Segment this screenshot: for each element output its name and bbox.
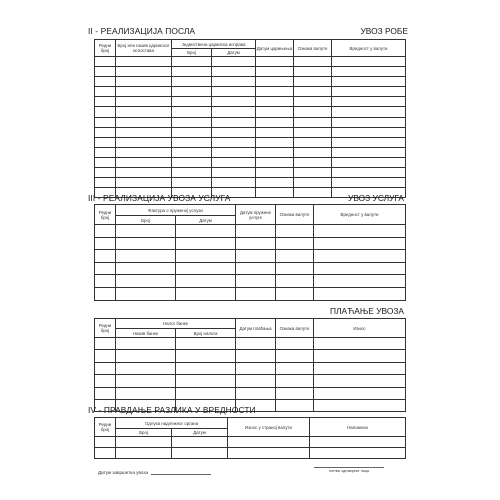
col-invoice: Фактура о пруженој услузи xyxy=(116,205,236,216)
col-row-number: Редни број xyxy=(95,40,116,57)
section-3-title: III - РЕАЛИЗАЦИЈА УВОЗА УСЛУГА xyxy=(88,193,231,203)
col-customs-office: Број или назив царинског испостава xyxy=(116,40,172,57)
table-row xyxy=(95,437,406,448)
col-currency: Ознака валуте xyxy=(276,205,314,225)
table-row xyxy=(95,147,406,157)
table-row xyxy=(95,448,406,459)
payments-table xyxy=(94,318,406,412)
section-4-title: IV - ПРАВДАЊЕ РАЗЛИКА У ВРЕДНОСТИ xyxy=(88,405,256,415)
table-row xyxy=(95,57,406,67)
table-row xyxy=(95,250,406,263)
col-customs-document: Јединствена царинска исправа xyxy=(172,40,256,49)
table-row xyxy=(95,275,406,288)
col-currency: Ознака валуте xyxy=(276,319,314,338)
table-row xyxy=(95,67,406,77)
signature-line[interactable] xyxy=(314,463,384,468)
section-2-title: II - РЕАЛИЗАЦИЈА ПОСЛА xyxy=(88,26,196,36)
table-row xyxy=(95,117,406,127)
col-amount: Износ xyxy=(314,319,406,338)
import-record-form xyxy=(88,22,406,492)
signature-field xyxy=(314,463,384,473)
col-order-number: Број налога xyxy=(176,329,236,338)
table-row xyxy=(95,107,406,117)
services-import-table xyxy=(94,204,406,301)
col-invoice-date: Датум xyxy=(176,216,236,225)
col-payment-date: Датум плаћања xyxy=(236,319,276,338)
table-row xyxy=(95,168,406,178)
col-currency: Ознака валуте xyxy=(294,40,332,57)
table-row xyxy=(95,287,406,300)
table-row xyxy=(95,362,406,374)
section-2-right-title: УВОЗ РОБЕ xyxy=(360,26,408,36)
table-row xyxy=(95,375,406,387)
table-row xyxy=(95,237,406,250)
table-row xyxy=(95,157,406,167)
completion-date-label: Датум завршетка увоза xyxy=(98,470,149,475)
col-decision-number: Број xyxy=(116,429,172,437)
value-difference-table xyxy=(94,417,406,459)
col-clearance-date: Датум царињења xyxy=(256,40,294,57)
completion-date-line[interactable] xyxy=(151,474,211,475)
table-row xyxy=(95,127,406,137)
col-decision-date: Датум xyxy=(172,429,228,437)
col-value: Вредност у валути xyxy=(332,40,406,57)
completion-date-field xyxy=(98,470,211,475)
payments-title: ПЛАЋАЊЕ УВОЗА xyxy=(329,306,404,316)
col-row-number: Редни број xyxy=(95,418,116,437)
col-bank-name: Назив банке xyxy=(116,329,176,338)
goods-import-table xyxy=(94,39,406,198)
col-document-date: Датум xyxy=(212,49,256,57)
table-row xyxy=(95,87,406,97)
table-row xyxy=(95,338,406,350)
col-bank-order: Налог банке xyxy=(116,319,236,329)
table-row xyxy=(95,387,406,399)
table-row xyxy=(95,137,406,147)
col-row-number: Редни број xyxy=(95,205,116,225)
col-foreign-amount: Износ у страној валути xyxy=(228,418,310,437)
col-value: Вредност у валути xyxy=(314,205,406,225)
table-row xyxy=(95,178,406,188)
col-row-number: Редни број xyxy=(95,319,116,338)
col-decision: Одлука надлежног органа xyxy=(116,418,228,429)
table-row xyxy=(95,77,406,87)
section-3-right-title: УВОЗ УСЛУГА xyxy=(348,193,404,203)
table-row xyxy=(95,262,406,275)
col-service-date: Датум пружене услуге xyxy=(236,205,276,225)
col-note: Напомена xyxy=(310,418,406,437)
table-row xyxy=(95,350,406,362)
col-invoice-number: Број xyxy=(116,216,176,225)
table-row xyxy=(95,225,406,238)
signature-label: потпис одговорног лица xyxy=(329,469,369,473)
table-row xyxy=(95,97,406,107)
col-document-number: Број xyxy=(172,49,212,57)
